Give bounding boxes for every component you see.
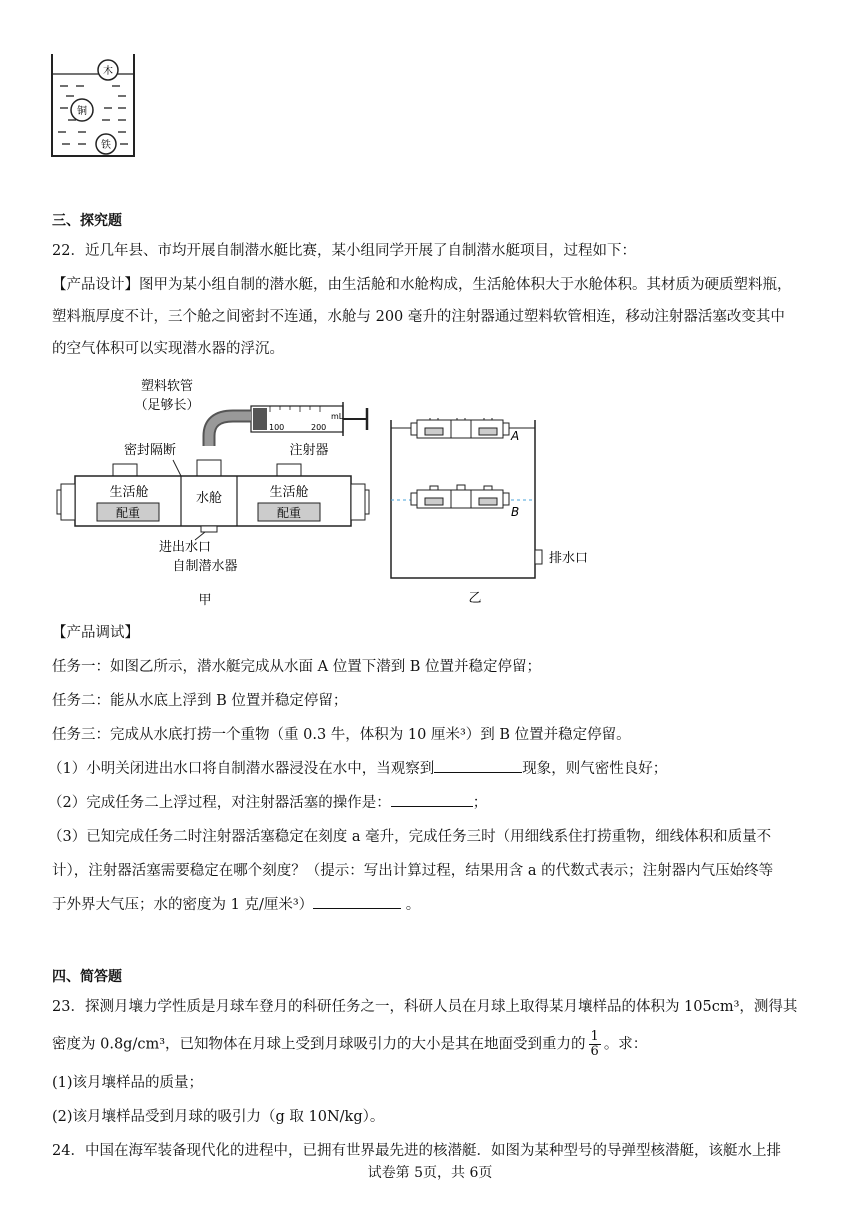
section-title-4: 四、简答题 bbox=[52, 969, 122, 985]
section-title-3: 三、探究题 bbox=[52, 213, 122, 229]
q22-design-2: 塑料瓶厚度不计，三个舱之间密封不连通，水舱与 200 毫升的注射器通过塑料软管相连，移动注射器活塞改变其中 bbox=[52, 309, 785, 325]
q23-part2: (2)该月壤样品受到月球的吸引力（g 取 10N/kg）。 bbox=[52, 1109, 385, 1125]
tank-figure-yi bbox=[385, 418, 610, 608]
sub-question-3-line3: 于外界大气压；水的密度为 1 克/厘米³） 。 bbox=[52, 894, 420, 916]
weight-left: 配重 bbox=[115, 506, 141, 520]
syringe-200: 200 bbox=[311, 423, 327, 432]
q22-intro: 22．近几年县、市均开展自制潜水艇比赛，某小组同学开展了自制潜水艇项目，过程如下： bbox=[52, 243, 636, 259]
living-cabin-left: 生活舱 bbox=[109, 485, 149, 500]
label-b: B bbox=[511, 505, 520, 519]
q22-design-3: 的空气体积可以实现潜水器的浮沉。 bbox=[52, 341, 284, 357]
q22-design-1: 【产品设计】图甲为某小组自制的潜水艇，由生活舱和水舱构成，生活舱体积大于水舱体积。其材质为硬质塑料瓶， bbox=[52, 277, 792, 293]
figure-caption: 自制潜水器 bbox=[172, 559, 238, 574]
q23-line1: 23．探测月壤力学性质是月球车登月的科研任务之一，科研人员在月球上取得某月壤样品的体积为 105cm³，测得其 bbox=[52, 999, 798, 1015]
figure-jia-name: 甲 bbox=[198, 593, 212, 608]
syringe-label: 注射器 bbox=[289, 443, 329, 458]
task-2: 任务二：能从水底上浮到 B 位置并稳定停留； bbox=[52, 693, 348, 709]
syringe-unit: mL bbox=[331, 412, 344, 421]
weight-right: 配重 bbox=[276, 506, 302, 520]
iron-label: 铁 bbox=[101, 140, 111, 151]
sub-question-3-line2: 计），注射器活塞需要稳定在哪个刻度？（提示：写出计算过程，结果用含 a 的代数式表示；注射器内气压始终等 bbox=[52, 863, 774, 879]
sub-question-2: （2）完成任务二上浮过程，对注射器活塞的操作是： ； bbox=[48, 792, 487, 814]
copper-label: 铜 bbox=[77, 106, 87, 117]
debug-title: 【产品调试】 bbox=[52, 625, 139, 641]
task-3: 任务三：完成从水底打捞一个重物（重 0.3 牛，体积为 10 厘米³）到 B 位置并稳定停留。 bbox=[52, 727, 631, 743]
submarine-b bbox=[411, 485, 509, 508]
beaker-figure bbox=[48, 52, 138, 160]
hose-label-1: 塑料软管 bbox=[140, 379, 194, 394]
answer-blank-1[interactable] bbox=[434, 758, 522, 773]
q23-part1: (1)该月壤样品的质量； bbox=[52, 1075, 204, 1091]
sub-question-3-line1: （3）已知完成任务二时注射器活塞稳定在刻度 a 毫升，完成任务三时（用细线系住打捞重物，细线体积和质量不 bbox=[48, 829, 772, 845]
water-cabin: 水舱 bbox=[195, 491, 223, 506]
drain-label: 排水口 bbox=[549, 551, 589, 566]
inlet-label: 进出水口 bbox=[158, 540, 212, 555]
q24-line1: 24．中国在海军装备现代化的进程中，已拥有世界最先进的核潜艇．如图为某种型号的导弹型核潜艇，该艇水上排 bbox=[52, 1143, 781, 1159]
seal-label: 密封隔断 bbox=[123, 443, 177, 458]
syringe-100: 100 bbox=[269, 423, 285, 432]
fraction-one-sixth: $\frac{1}{6}$ bbox=[590, 1029, 599, 1059]
label-a: A bbox=[511, 429, 520, 443]
q23-line2: 密度为 0.8g/cm³，已知物体在月球上受到月球吸引力的大小是其在地面受到重力的 $\frac{1}{6}$ 。求： bbox=[52, 1029, 648, 1059]
hose-label-2: （足够长） bbox=[134, 398, 200, 413]
answer-blank-3[interactable] bbox=[313, 894, 401, 909]
figure-yi-name: 乙 bbox=[468, 591, 482, 606]
wood-label: 木 bbox=[103, 66, 113, 77]
submarine-figure-jia bbox=[55, 372, 375, 610]
answer-blank-2[interactable] bbox=[391, 792, 473, 807]
submarine-a bbox=[411, 418, 509, 438]
task-1: 任务一：如图乙所示，潜水艇完成从水面 A 位置下潜到 B 位置并稳定停留； bbox=[52, 659, 542, 675]
page-footer: 试卷第 5页，共 6页 bbox=[367, 1165, 493, 1181]
living-cabin-right: 生活舱 bbox=[269, 485, 309, 500]
sub-question-1: （1）小明关闭进出水口将自制潜水器浸没在水中，当观察到 现象，则气密性良好； bbox=[48, 758, 667, 780]
